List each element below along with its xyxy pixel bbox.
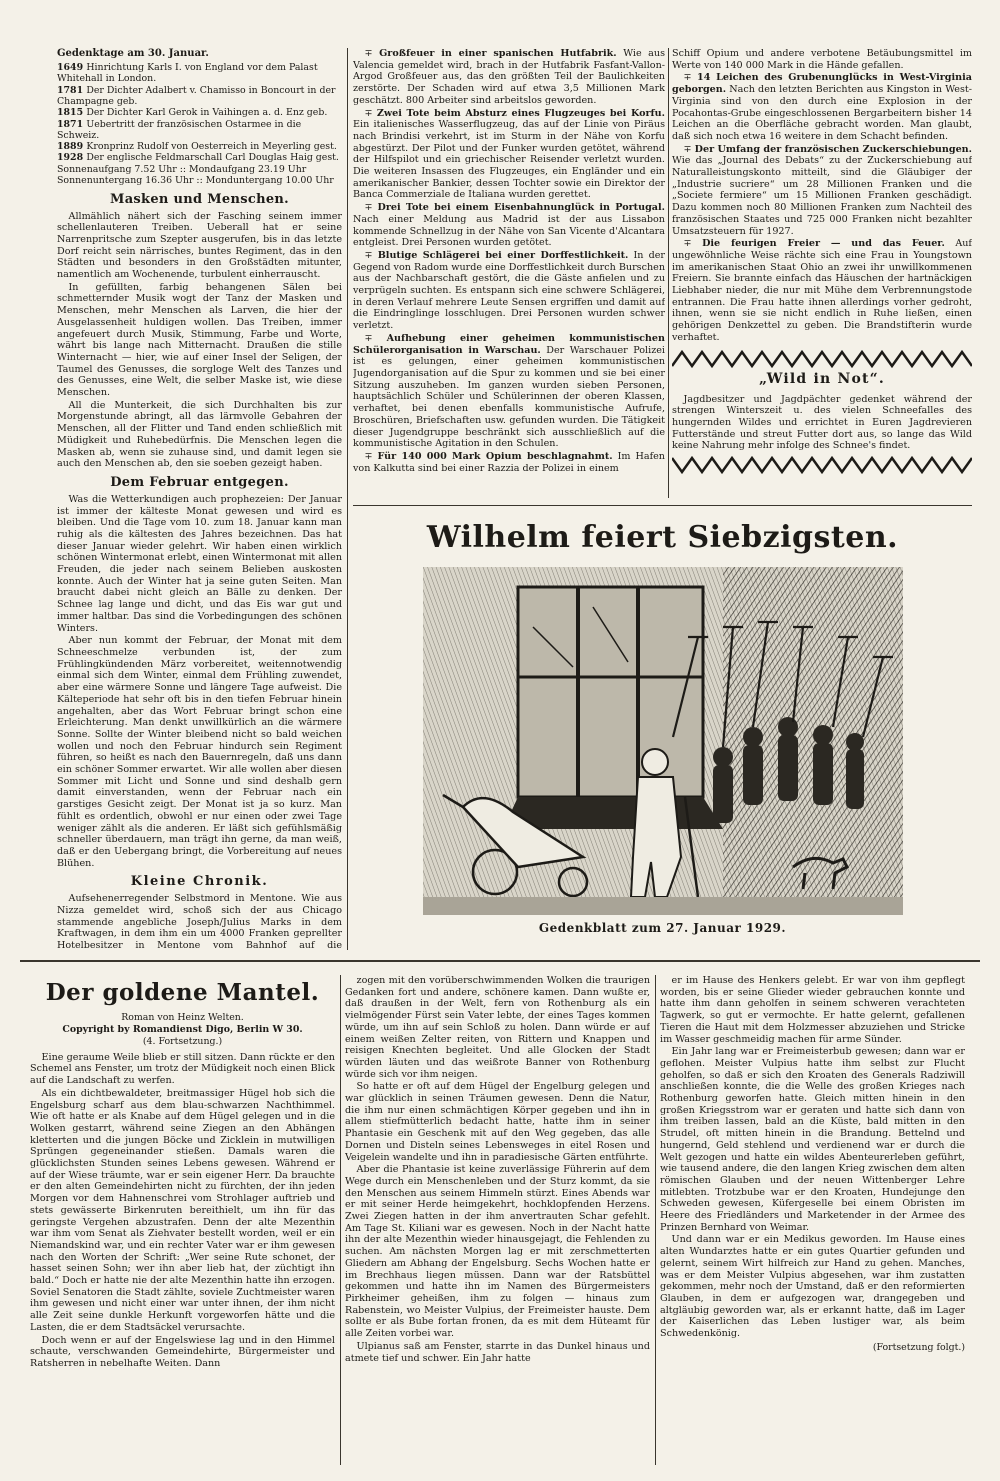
masken-article	[57, 211, 342, 470]
chronik-article	[57, 893, 342, 950]
illustration-title: Wilhelm feiert Siebzigsten.	[426, 520, 899, 555]
commemoration-year: 1889	[57, 141, 87, 153]
wild-in-not-box	[672, 350, 972, 475]
news-item: ∓ Der Umfang der französischen Zuckerschiebungen. Wie das „Journal des Debats“ zu der Zuckerschiebung auf Naturalleistungskonto mitteilt, sind die Gläubiger der „Industrie sucriere“ um 28 Millionen Franken und die „Societe fermiere“ um 15 Millionen Franken geschädigt. Dazu kommen noch 80 Millionen Franken zum Nachteil des französischen Staates und 725 000 Franken nicht bezahlter Umsatzsteuern für 1927.	[672, 143, 972, 237]
commemoration-text: Kronprinz Rudolf von Oesterreich in Meyerling gest.	[86, 141, 337, 153]
commemoration-item	[57, 141, 342, 152]
commemoration-heading: Gedenktage am 30. Januar.	[57, 48, 209, 59]
novel-author: Roman von Heinz Welten.	[121, 1012, 244, 1024]
article-paragraph: Was die Wetterkundigen auch prophezeien: Der Januar ist immer der kälteste Monat gewesen und wird es bleiben. Und die Tage vom 10. zum 18. Januar kann man ruhig als die kältesten des Jahres bezeichnen. Das hat dieser Januar wieder gelehrt. Wir haben einen wirklich schönen Wintermonat erlebt, einen Wintermonat mit allen Freuden, die jeder nach seinem Belieben auskosten konnte. Auch der Winter hat ja seine guten Seiten. Man braucht dabei nicht gleich an Bälle zu denken. Der Schnee lag lange und dicht, und das Eis war gut und immer haltbar. Das sind die Vorbedingungen des schönen Winters.	[57, 493, 342, 634]
news-text: In der Gegend von Radom wurde eine Dorffestlichkeit durch Burschen aus der Nachbarschaft gestört, die die Gäste anfielen und zu verprügeln suchten. Es entspann sich eine schwere Schlägerei, in deren Verlauf mehrere Leute Sensen ergriffen und damit auf die Eindringlinge losschlugen. Drei Personen wurden schwer verletzt.	[353, 249, 665, 332]
article-paragraph: Ulpianus saß am Fenster, starrte in das Dunkel hinaus und atmete tief und schwer. Ein Jahr hatte	[345, 1340, 650, 1364]
news-item: ∓ 14 Leichen des Grubenunglücks in West-Virginia geborgen. Nach den letzten Berichten aus Kingston in West-Virginia sind von den durch eine Explosion in der Pocahontas-Grube eingeschlossenen Bergarbeitern bisher 14 Leichen an die Oberfläche gebracht worden. Man glaubt, daß sich noch etwa 16 weitere in dem Schacht befinden.	[672, 72, 972, 142]
article-paragraph: Aber die Phantasie ist keine zuverlässige Führerin auf dem Wege durch ein Menschenleben und der Sturz kommt, da sie den Menschen aus seinem Himmeln stürzt. Eines Abends war er mit seiner Herde heimgekehrt, hochklopfenden Herzens. Zwei Ziegen hatten in der ihm anvertrauten Schar gefehlt. Am Tage St. Kiliani war es gewesen. Noch in der Nacht hatte ihn der alte Mezenthin wieder hinausgejagt, die Fehlenden zu suchen. Am nächsten Morgen lag er mit zerschmetterten Gliedern am Abhang der Engelsburg. Sechs Wochen hatte er im Brechhaus liegen müssen. Dann war der Ratsbüttel gekommen und hatte ihn im Namen des Bürgermeisters Pirkheimer geheißen, ihm zu folgen — hinaus zum Rabenstein, wo Meister Vulpius, der Freimeister hauste. Dem sollte er als Bube fortan fronen, da es mit dem Hüteamt für alle Zeiten vorbei war.	[345, 1164, 650, 1340]
commemoration-year: 1871	[57, 118, 87, 130]
news-item: ∓ Zwei Tote beim Absturz eines Flugzeuges bei Korfu. Ein italienisches Wasserflugzeug, das auf der Linie von Piräus nach Brindisi verkehrt, ist im Sturm in der Nähe von Korfu abgestürzt. Der Pilot und der Funker wurden getötet, während der Hilfspilot und ein griechischer Reisender verletzt wurden. Die weiteren Insassen des Flugzeuges, ein Engländer und ein amerikanischer Bankier, dessen Tochter sowie ein Direktor der Banca Commerziale de Italiana wurden gerettet.	[353, 107, 665, 201]
continued-note: (Fortsetzung folgt.)	[872, 1341, 965, 1353]
news-text: Nach den letzten Berichten aus Kingston in West-Virginia sind von den durch eine Explosion in der Pocahontas-Grube eingeschlossenen Bergarbeitern bisher 14 Leichen an die Oberfläche gebracht worden. Man glaubt, daß sich noch etwa 16 weitere in dem Schacht befinden.	[672, 84, 972, 142]
article-paragraph: All die Munterkeit, die sich Durchhalten bis zur Morgenstunde abringt, all das lärmvolle Gebahren der Menschen, all der Flitter und Tand enden schließlich mit Müdigkeit und Ruhebedürfnis. Die Menschen legen die Masken ab, wenn sie zuhause sind, und damit legen sie auch den Menschen ab, den sie soeben gezeigt haben.	[57, 399, 342, 470]
news-headline: Drei Tote bei einem Eisenbahnunglück in Portugal.	[377, 202, 665, 214]
novel-meta	[30, 1012, 335, 1049]
news-text: Ein italienisches Wasserflugzeug, das auf der Linie von Piräus nach Brindisi verkehrt, ist im Sturm in der Nähe von Korfu abgestürzt. Der Pilot und der Funker wurden getötet, während der Hilfspilot und ein griechischer Reisender verletzt wurden. Die weiteren Insassen des Flugzeuges, ein Engländer und ein amerikanischer Bankier, dessen Tochter sowie ein Direktor der Banca Commerziale de Italiana wurden gerettet.	[353, 119, 665, 201]
article-paragraph: er im Hause des Henkers gelebt. Er war von ihm gepflegt worden, bis er seine Glieder wieder gebrauchen konnte und hatte ihm dann geholfen in seinem schweren verachteten Tagwerk, so gut er vermochte. Er hatte gelernt, gefallenen Tieren die Haut mit dem Holzmesser abzuziehen und Stricke im Wasser geschmeidig machen für arme Sünder.	[660, 975, 965, 1045]
news-text: Auf ungewöhnliche Weise rächte sich eine Frau in Youngstown im amerikanischen Staat Ohio an zwei ihr unwillkommenen Freiern. Sie brannte einfach das Häuschen der hartnäckigen Liebhaber nieder, die nur mit Mühe dem Verbrennungstode entrannen. Die Frau hatte ihnen allerdings vorher gedroht, ihnen, wenn sie sie nicht endlich in Ruhe ließen, einen gehörigen Denkzettel zu geben. Die Brandstifterin wurde verhaftet.	[672, 238, 972, 343]
column-right	[672, 48, 972, 493]
novel-text-1	[30, 1052, 335, 1370]
commemoration-text: Uebertritt der französischen Ostarmee in die Schweiz.	[57, 118, 302, 141]
article-paragraph: So hatte er oft auf dem Hügel der Engelburg gelegen und war glücklich in seinen Träumen gewesen. Denn die Natur, die ihm nur einen schmächtigen Körper gegeben und ihn in allem stiefmütterlich bedacht hatte, hatte ihm in seiner Phantasie ein Geschenk mit auf den Weg gegeben, das alle Dornen und Disteln seines Lebensweges in eitel Rosen und Veigelein wandelte und ihn in paradiesische Gärten entführte.	[345, 1081, 650, 1163]
news-item: ∓ Die feurigen Freier — und das Feuer. Auf ungewöhnliche Weise rächte sich eine Frau in Youngstown im amerikanischen Staat Ohio an zwei ihr unwillkommenen Freiern. Sie brannte einfach das Häuschen der hartnäckigen Liebhaber nieder, die nur mit Mühe dem Verbrennungstode entrannen. Die Frau hatte ihnen allerdings vorher gedroht, ihnen, wenn sie sie nicht endlich in Ruhe ließen, einen gehörigen Denkzettel zu geben. Die Brandstifterin wurde verhaftet.	[672, 238, 972, 343]
commemoration-text: Der Dichter Karl Gerok in Vaihingen a. d. Enz geb.	[86, 107, 328, 119]
column-rule	[347, 48, 348, 950]
sun-moon-line: Sonnenaufgang 7.52 Uhr :: Mondaufgang 23.19 Uhr	[57, 163, 307, 175]
commemoration-item	[57, 85, 342, 108]
article-paragraph: Aber nun kommt der Februar, der Monat mit dem Schneeschmelze verbunden ist, der zum Frühlingkündenden März vorbereitet, weitennotwendig einmal sich dem Winter, einmal dem Frühling zuwendet, aber eine wärmere Sonne und längere Tage aufweist. Die Kälteperiode hat sehr oft bis in den tiefen Februar hinein angehalten, aber das Wort Februar bringt schon eine Erleichterung. Man denkt unwillkürlich an die wärmere Sonne. Sollte der Winter bleibend nicht so bald weichen wollen und noch den Februar hindurch sein Regiment führen, so heißt es nach den Bauernregeln, daß uns dann ein schöner Sommer erwartet. Wir alle wollen aber diesen Sommer mit Licht und Sonne und sind deshalb gern damit einverstanden, wenn der Februar nach ein garstiges Gesicht zeigt. Der Monat ist ja so kurz. Man fühlt es ordentlich, obwohl er nur einen oder zwei Tage weniger zählt als die anderen. Er läßt sich gefühlsmäßig schneller überdauern, man trägt ihn gerne, da man weiß, daß er den Uebergang bringt, die Vorbereitung auf neues Blühen.	[57, 635, 342, 869]
novel-column-1	[30, 975, 335, 1465]
news-headline: Die feurigen Freier — und das Feuer.	[702, 238, 945, 250]
news-text: Nach einer Meldung aus Madrid ist der aus Lissabon kommende Schnellzug in der Nähe von San Vicente d'Alcantara entgleist. Drei Personen wurden getötet.	[353, 213, 665, 249]
article-paragraph: Ein Jahr lang war er Freimeisterbub gewesen; dann war er geflohen. Meister Vulpius hatte ihm selbst zur Flucht geholfen, so daß er sich den Kroaten des Generals Radziwill anschließen konnte, die die Welle des großen Krieges nach Rothenburg geworfen hatte. Gleich mitten hinein in den großen Kriegsstrom war er geraten und hatte sich dann von ihm treiben lassen, bald an die Küste, bald mitten in den Strudel, oft mitten hinein in die Brandung. Bettelnd und hungernd, Geld stehlend und verdienend war er durch die Welt gezogen und hatte ein wildes Abenteurerleben geführt, wie tausend andere, die den langen Krieg zwischen dem alten römischen Glauben und der neuen Wittenberger Lehre mitlebten. Trotzbube war er den Kroaten, Hundejunge den Schweden gewesen, Küfergeselle bei einem Obristen im Heere des Friedländers und Marketender in der Armee des Prinzen Bernhard von Weimar.	[660, 1046, 965, 1233]
news-headline: Aufhebung einer geheimen kommunistischen Schülerorganisation in Warschau.	[353, 332, 665, 356]
column-rule	[340, 975, 341, 1465]
news-item: ∓ Aufhebung einer geheimen kommunistischen Schülerorganisation in Warschau. Der Warschauer Polizei ist es gelungen, einer geheimen kommunistischen Jugendorganisation auf die Spur zu kommen und sie bei einer Sitzung auszuheben. Im ganzen wurden sieben Personen, hauptsächlich Schüler und Schülerinnen der oberen Klassen, verhaftet, bei denen ebenfalls kommunistische Aufrufe, Broschüren, Briefschaften usw. gefunden wurden. Die Tätigkeit dieser Jugendgruppe beschränkt sich ausschließlich auf die kommunistische Agitation in den Schulen.	[353, 332, 665, 450]
column-middle-news	[353, 48, 665, 496]
commemoration-text: Hinrichtung Karls I. von England vor dem Palast Whitehall in London.	[57, 62, 318, 85]
article-paragraph: Allmählich nähert sich der Fasching seinem immer schellenlauteren Treiben. Ueberall hat er seine Narrenpritsche zum Szepter ausgerufen, bis in das letzte Dorf reicht sein närrisches, buntes Regiment, das in den Städten und besonders in den Großstädten mitunter, namentlich am Wochenende, turbulent einherrauscht.	[57, 210, 342, 281]
commemoration-year: 1649	[57, 62, 87, 74]
februar-article	[57, 494, 342, 870]
article-paragraph: Als ein dichtbewaldeter, breitmassiger Hügel hob sich die Engelsburg scharf aus dem blau-schwarzen Nachthimmel. Wie oft hatte er als Knabe auf dem Hügel gelegen und in die Wolken gestarrt, während seine Ziegen an den Abhängen kletterten und die jungen Böcke und Zicklein in mutwilligen Sprüngen gegeneinander stießen. Damals waren die glücklichsten Stunden seines Lebens gewesen. Während er auf der Wiese träumte, war er sein eigener Herr. Da brauchte er den alten Gemeindehirten nicht zu fürchten, der ihn jeden Morgen vor dem Hahnenschrei vom Strohlager auftrieb und stets gewässerte Birkenruten bereithielt, um ihn für das geringste Vergehen abzustrafen. Denn der alte Mezenthin war ihm vom Senat als Ziehvater bestellt worden, weil er ein Niemandskind war, und ein rechter Vater war er ihm gewesen nach den Worten der Schrift: „Wer seine Rute schonet, der hasset seinen Sohn; wer ihn aber lieb hat, der züchtigt ihn bald.“ Doch er hatte nie der alte Mezenthin hatte ihn erzogen. Soviel Senatoren die Stadt zählte, soviele Zuchtmeister waren ihm gewesen und nicht einer war unter ihnen, der ihm nicht alle Zeit seine dunkle Herkunft vorgeworfen hätte und die Lasten, die er dem Stadtsäckel verursachte.	[30, 1087, 335, 1333]
news-headline: 14 Leichen des Grubenunglücks in West-Virginia geborgen.	[672, 72, 972, 96]
column-rule	[655, 975, 656, 1465]
zigzag-border	[672, 350, 972, 368]
masken-title: Masken und Menschen.	[110, 191, 289, 207]
news-headline: Großfeuer in einer spanischen Hutfabrik.	[379, 48, 617, 59]
article-paragraph: In gefüllten, farbig behangenen Sälen bei schmetternder Musik wogt der Tanz der Masken und Menschen, mehr Menschen als Larven, die hier der Ausgelassenheit huldigen wollen. Das Treiben, immer angefeuert durch Musik, Stimmung, Farbe und Worte, währt bis lange nach Mitternacht. Draußen die stille Winternacht — hier, wie auf einer Insel der Seligen, der Taumel des Genusses, die sorgloge Welt des Tanzes und des Genusses, eine Welt, die selber Maske ist, wie diese Menschen.	[57, 281, 342, 399]
news-headline: Zwei Tote beim Absturz eines Flugzeuges bei Korfu.	[376, 107, 665, 119]
news-text: Im Hafen von Kalkutta sind bei einer Razzia der Polizei in einem	[353, 450, 665, 474]
article-paragraph: Aufsehenerregender Selbstmord in Mentone. Wie aus Nizza gemeldet wird, schoß sich der aus Chicago stammende angebliche Joseph/Julius Marks in dem Kraftwagen, in dem ihm ein um 4000 Franken geprellter Hotelbesitzer in Mentone vom Bahnhof auf die	[57, 893, 342, 950]
news-item: ∓ Großfeuer in einer spanischen Hutfabrik. Wie aus Valencia gemeldet wird, brach in der Hutfabrik Fasfant-Vallon-Argod Großfeuer aus, das den größten Teil der Baulichkeiten zerstörte. Der Schaden wird auf etwa 3,5 Millionen Mark geschätzt. 800 Arbeiter sind arbeitslos geworden.	[353, 48, 665, 106]
commemoration-item	[57, 119, 342, 142]
commemoration-list	[57, 62, 342, 164]
column-rule	[668, 48, 669, 498]
news-text: Wie aus Valencia gemeldet wird, brach in der Hutfabrik Fasfant-Vallon-Argod Großfeuer aus, das den größten Teil der Baulichkeiten zerstörte. Der Schaden wird auf etwa 3,5 Millionen Mark geschätzt. 800 Arbeiter sind arbeitslos geworden.	[353, 48, 665, 106]
news-item: ∓ Für 140 000 Mark Opium beschlagnahmt. Im Hafen von Kalkutta sind bei einer Razzia der Polizei in einem	[353, 450, 665, 474]
section-rule	[353, 505, 972, 506]
cartoon-illustration	[423, 567, 903, 915]
commemoration-item	[57, 107, 342, 118]
commemoration-year: 1815	[57, 107, 87, 119]
novel-copyright: Copyright by Romandienst Digo, Berlin W 30.	[62, 1024, 303, 1036]
commemoration-text: Der englische Feldmarschall Carl Douglas Haig gest.	[86, 152, 339, 164]
commemoration-item	[57, 152, 342, 163]
februar-title: Dem Februar entgegen.	[110, 474, 289, 490]
article-paragraph: zogen mit den vorüberschwimmenden Wolken die traurigen Gedanken fort und andere, schönere kamen. Dann wußte er, daß draußen in der Welt, fern von Rothenburg als ein vielmögender Fürst sein Vater lebte, der eines Tages kommen würde, um ihn auf sein Schloß zu holen. Dann würde er auf einem weißen Zelter reiten, von Rittern und Knappen und reisigen Knechten begleitet. Und alle Glocken der Stadt würden läuten und das weißrote Banner von Rothenburg würde sich vor ihm neigen.	[345, 975, 650, 1080]
column-left	[57, 48, 342, 950]
article-paragraph: Doch wenn er auf der Engelswiese lag und in den Himmel schaute, verschwanden Gemeindehirte, Bürgermeister und Ratsherren in nebelhafte Weiten. Dann	[30, 1334, 335, 1369]
news-item: ∓ Blutige Schlägerei bei einer Dorffestlichkeit. In der Gegend von Radom wurde eine Dorffestlichkeit durch Burschen aus der Nachbarschaft gestört, die die Gäste anfielen und zu verprügeln suchten. Es entspann sich eine schwere Schlägerei, in deren Verlauf mehrere Leute Sensen ergriffen und damit auf die Eindringlinge losschlugen. Drei Personen wurden schwer verletzt.	[353, 249, 665, 332]
commemoration-year: 1781	[57, 84, 87, 96]
sun-moon-times	[57, 164, 342, 187]
wild-in-not-title: „Wild in Not“.	[759, 370, 885, 387]
wild-in-not-text: Jagdbesitzer und Jagdpächter gedenket während der strengen Winterszeit u. des vielen Schneefalles des hungernden Wildes und errichtet in Euren Jagdrevieren Futterstände und streut Futter dort aus, so lange das Wild keine Nahrung mehr infolge des Schnee's findet.	[672, 393, 972, 452]
sun-moon-line: Sonnenuntergang 16.36 Uhr :: Monduntergang 10.00 Uhr	[57, 175, 334, 187]
novel-column-2	[345, 975, 650, 1465]
zigzag-border	[672, 456, 972, 474]
news-text: Wie das „Journal des Debats“ zu der Zuckerschiebung auf Naturalleistungskonto mitteilt, sind die Gläubiger der „Industrie sucriere“ um 28 Millionen Franken und die „Societe fermiere“ um 15 Millionen Franken geschädigt. Dazu kommen noch 80 Millionen Franken zum Nachteil des französischen Staates und 725 000 Franken nicht bezahlter Umsatzsteuern für 1927.	[672, 155, 972, 237]
novel-text-3	[660, 975, 965, 1340]
novel-part: (4. Fortsetzung.)	[142, 1036, 223, 1048]
commemoration-year: 1928	[57, 152, 87, 164]
news-headline: Für 140 000 Mark Opium beschlagnahmt.	[377, 450, 613, 462]
commemoration-item	[57, 62, 342, 85]
commemoration-text: Der Dichter Adalbert v. Chamisso in Boncourt in der Champagne geb.	[57, 84, 336, 108]
news-text: Der Warschauer Polizei ist es gelungen, einer geheimen kommunistischen Jugendorganisation auf die Spur zu kommen und sie bei einer Sitzung auszuheben. Im ganzen wurden sieben Personen, hauptsächlich Schüler und Schülerinnen der oberen Klassen, verhaftet, bei denen ebenfalls kommunistische Aufrufe, Broschüren, Briefschaften usw. gefunden wurden. Die Tätigkeit dieser Jugendgruppe beschränkt sich ausschließlich auf die kommunistische Agitation in den Schulen.	[353, 344, 665, 450]
news-text: Schiff Opium und andere verbotene Betäubungsmittel im Werte von 140 000 Mark in die Hände gefallen.	[672, 48, 972, 71]
news-item: ∓ Drei Tote bei einem Eisenbahnunglück in Portugal. Nach einer Meldung aus Madrid ist der aus Lissabon kommende Schnellzug in der Nähe von San Vicente d'Alcantara entgleist. Drei Personen wurden getötet.	[353, 202, 665, 249]
novel-column-3	[660, 975, 965, 1465]
illustration-caption: Gedenkblatt zum 27. Januar 1929.	[538, 920, 787, 935]
article-paragraph: Und dann war er ein Medikus geworden. Im Hause eines alten Wundarztes hatte er ein gutes Quartier gefunden und gelernt, seinem Wirt hilfreich zur Hand zu gehen. Manches, was er dem Meister Vulpius abgesehen, war ihm zustatten gekommen, mehr noch der Umstand, daß er den reformierten Glauben, in dem er aufgezogen war, drangegeben und altgläubig geworden war, als er erkannt hatte, daß im Lager der Kaiserlichen das Leben lustiger war, als beim Schwedenkönig.	[660, 1234, 965, 1340]
novel-title: Der goldene Mantel.	[45, 979, 320, 1006]
chronik-title: Kleine Chronik.	[130, 874, 269, 890]
news-item	[672, 48, 972, 71]
news-headline: Der Umfang der französischen Zuckerschiebungen.	[694, 143, 972, 155]
illustration-block	[353, 520, 972, 950]
column-right-news	[672, 48, 972, 344]
section-rule	[20, 960, 980, 962]
article-paragraph: Eine geraume Weile blieb er still sitzen. Dann rückte er den Schemel ans Fenster, um trotz der Müdigkeit noch einen Blick auf die Landschaft zu werfen.	[30, 1051, 335, 1087]
news-headline: Blutige Schlägerei bei einer Dorffestlichkeit.	[377, 249, 629, 261]
